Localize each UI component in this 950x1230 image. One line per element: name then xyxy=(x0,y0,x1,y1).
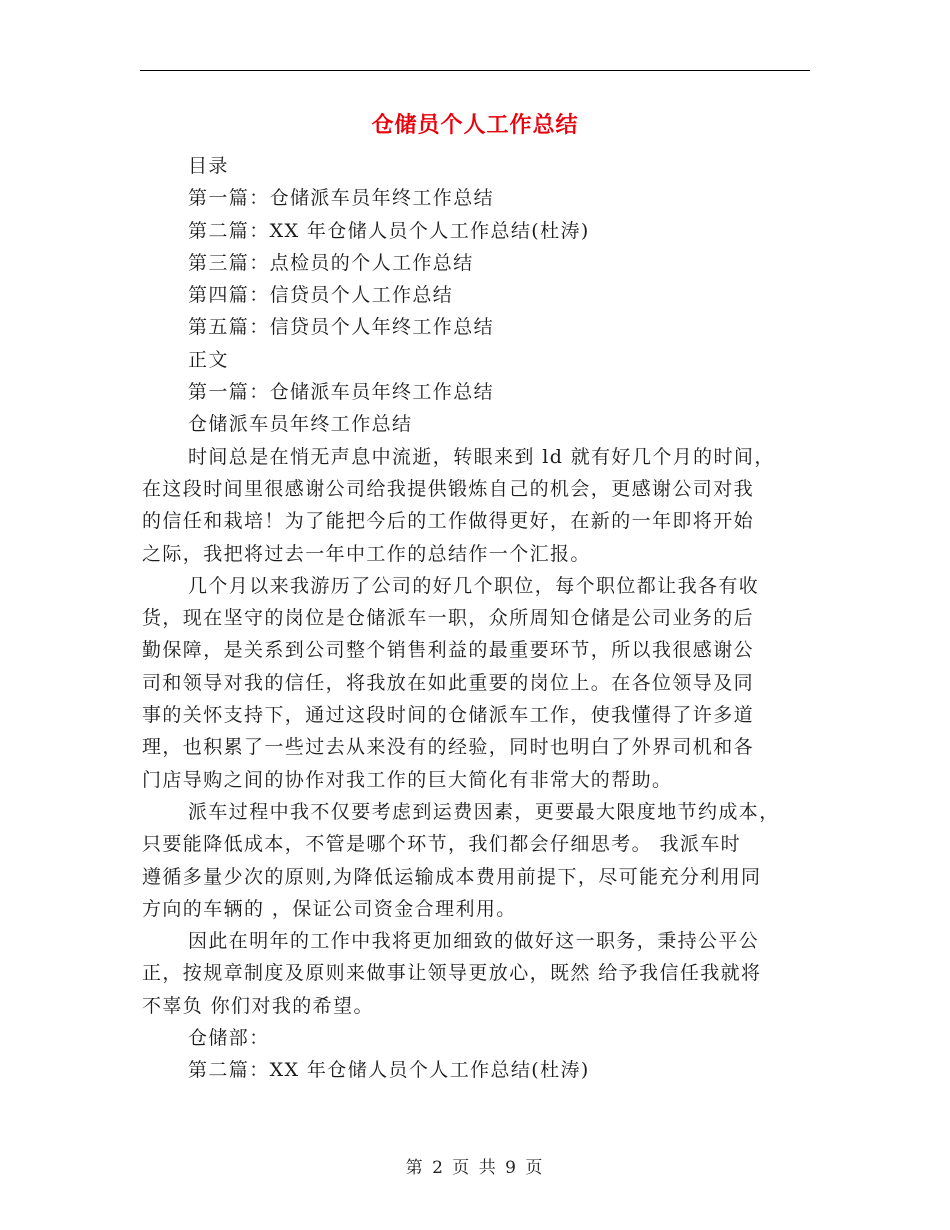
text-line: 几个月以来我游历了公司的好几个职位，每个职位都让我各有收 xyxy=(188,574,760,597)
text-line: 遵循多量少次的原则,为降低运输成本费用前提下，尽可能充分利用同 xyxy=(142,865,762,888)
text-line: 的信任和栽培！为了能把今后的工作做得更好，在新的一年即将开始 xyxy=(142,510,755,533)
text-line: 第一篇：仓储派车员年终工作总结 xyxy=(188,187,495,210)
header-rule xyxy=(140,70,810,71)
text-line: 门店导购之间的协作对我工作的巨大简化有非常大的帮助。 xyxy=(142,768,673,791)
text-line: 第二篇：XX 年仓储人员个人工作总结(杜涛) xyxy=(188,219,590,242)
text-line: 第三篇：点检员的个人工作总结 xyxy=(188,251,474,274)
text-line: 第四篇：信贷员个人工作总结 xyxy=(188,284,454,307)
text-line: 货，现在坚守的岗位是仓储派车一职，众所周知仓储是公司业务的后 xyxy=(142,607,755,630)
text-line: 正文 xyxy=(188,348,229,371)
text-line: 之际，我把将过去一年中工作的总结作一个汇报。 xyxy=(142,542,591,565)
text-line: 仓储派车员年终工作总结 xyxy=(188,413,413,436)
text-line: 在这段时间里很感谢公司给我提供锻炼自己的机会，更感谢公司对我 xyxy=(142,477,755,500)
text-line: 目录 xyxy=(188,155,229,177)
text-line: 勤保障，是关系到公司整个销售利益的最重要环节，所以我很感谢公 xyxy=(142,639,755,662)
text-line: 司和领导对我的信任，将我放在如此重要的岗位上。在各位领导及同 xyxy=(142,671,755,694)
text-line: 理，也积累了一些过去从来没有的经验，同时也明白了外界司机和各 xyxy=(142,736,755,759)
text-line: 第五篇：信贷员个人年终工作总结 xyxy=(188,316,495,339)
text-line: 因此在明年的工作中我将更加细致的做好这一职务，秉持公平公 xyxy=(188,930,760,953)
text-line: 派车过程中我不仅要考虑到运费因素，更要最大限度地节约成本， xyxy=(188,800,780,823)
text-line: 事的关怀支持下，通过这段时间的仓储派车工作，使我懂得了许多道 xyxy=(142,704,755,727)
text-line: 不辜负 你们对我的希望。 xyxy=(142,994,374,1017)
text-line: 第一篇：仓储派车员年终工作总结 xyxy=(188,381,495,404)
text-line: 第二篇：XX 年仓储人员个人工作总结(杜涛) xyxy=(188,1059,590,1082)
document-body xyxy=(142,150,810,1087)
page-number: 第 2 页 共 9 页 xyxy=(405,1158,545,1178)
text-line: 只要能降低成本，不管是哪个环节，我们都会仔细思考。 我派车时 xyxy=(142,833,742,856)
text-line: 时间总是在悄无声息中流逝，转眼来到 ld 就有好几个月的时间， xyxy=(188,445,775,468)
text-line: 正，按规章制度及原则来做事让领导更放心，既然 给予我信任我就将 xyxy=(142,962,762,985)
text-line: 仓储部： xyxy=(188,1027,270,1050)
document-title: 仓储员个人工作总结 xyxy=(371,113,579,138)
text-line: 方向的车辆的 ，保证公司资金合理利用。 xyxy=(142,897,517,920)
